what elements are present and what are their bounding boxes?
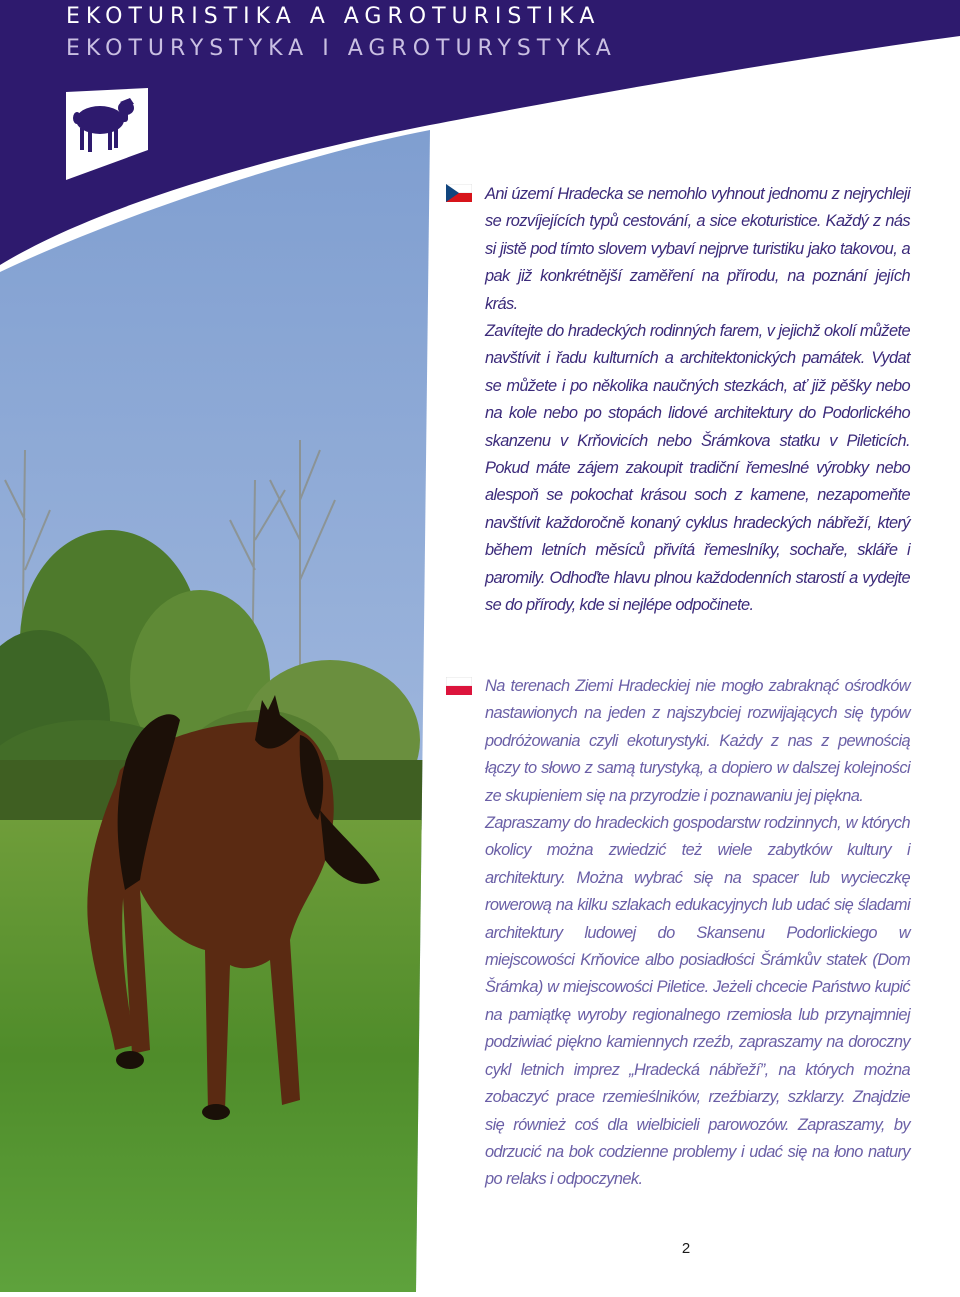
czech-text — [485, 181, 910, 620]
polish-paragraph-1: Na terenach Ziemi Hradeckiej nie mogło zabraknąć ośrodków nastawionych na jeden z najszybciej rozwijających się typów podróżowania czyli ekoturystyki. Każdy z nas z pewnością łączy to słowo z samą turystyką, a dopiero w dalszej kolejności ze skupieniem się na przyrodzie i poznawaniu jej piękna. — [485, 677, 910, 805]
header-title-cz: EKOTURISTIKA A AGROTURISTIKA — [66, 4, 601, 29]
polish-flag-icon — [446, 677, 472, 695]
polish-text — [485, 673, 910, 1194]
czech-flag-icon — [446, 184, 472, 202]
czech-paragraph-2: Zavítejte do hradeckých rodinných farem, v jejichž okolí můžete navštívit i řadu kulturních a architektonických památek. Vydat se můžete i po několika naučných stezkách, ať již pěšky nebo na kole nebo po stopách lidové architektury do Podorlického skanzenu v Krňovicích nebo Šrámkova statku v Pileticích. Pokud máte zájem zakoupit tradiční řemeslné výrobky nebo alespoň se pokochat krásou soch z kamene, nezapomeňte navštívit každoročně konaný cyklus hradeckých nábřeží, který během letních měsíců přivítá řemeslníky, sochaře, skláře i paromily. Odhoďte hlavu plnou každodenních starostí a vydejte se do přírody, kde si nejlépe odpočinete. — [485, 322, 910, 615]
horse-photo-illustration — [0, 120, 440, 1292]
horse-meadow-photo — [0, 120, 440, 1292]
czech-paragraph-1: Ani území Hradecka se nemohlo vyhnout jednomu z nejrychleji se rozvíjejících typů cestování, a sice ekoturistice. Každý z nás si jistě pod tímto slovem vybaví nejprve turistiku jako takovou, a pak již konkrétnější zaměření na přírodu, na poznání jejích krás. — [485, 185, 910, 313]
polish-paragraph-2: Zapraszamy do hradeckich gospodarstw rodzinnych, w których okolicy można zwiedzić też wiele zabytków kultury i architektury. Można wybrać się na spacer lub wycieczkę rowerową na kilku szlakach edukacyjnych lub udać się śladami architektury ludowej do Skansenu Podorlickiego w miejscowości Krňovice albo posiadłości Šrámkův statek (Dom Šrámka) w miejscowości Piletice. Jeżeli chcecie Państwo kupić na pamiątkę wyroby regionalnego rzemiosła lub przynajmniej podziwiać piękno kamiennych rzeźb, zapraszamy na doroczny cykl letnich imprez „Hradecká nábřeží”, na których można zobaczyć prace rzemieślników, rzeźbiarzy, szklarzy. Znajdzie się również coś dla wielbicieli parowozów. Zapraszamy, by odrzucić na bok codzienne problemy i udać się na łono natury po relaks i odpoczynek. — [485, 814, 910, 1189]
header-title-pl: EKOTURYSTYKA I AGROTURYSTYKA — [66, 36, 617, 61]
page-number: 2 — [681, 1240, 691, 1257]
